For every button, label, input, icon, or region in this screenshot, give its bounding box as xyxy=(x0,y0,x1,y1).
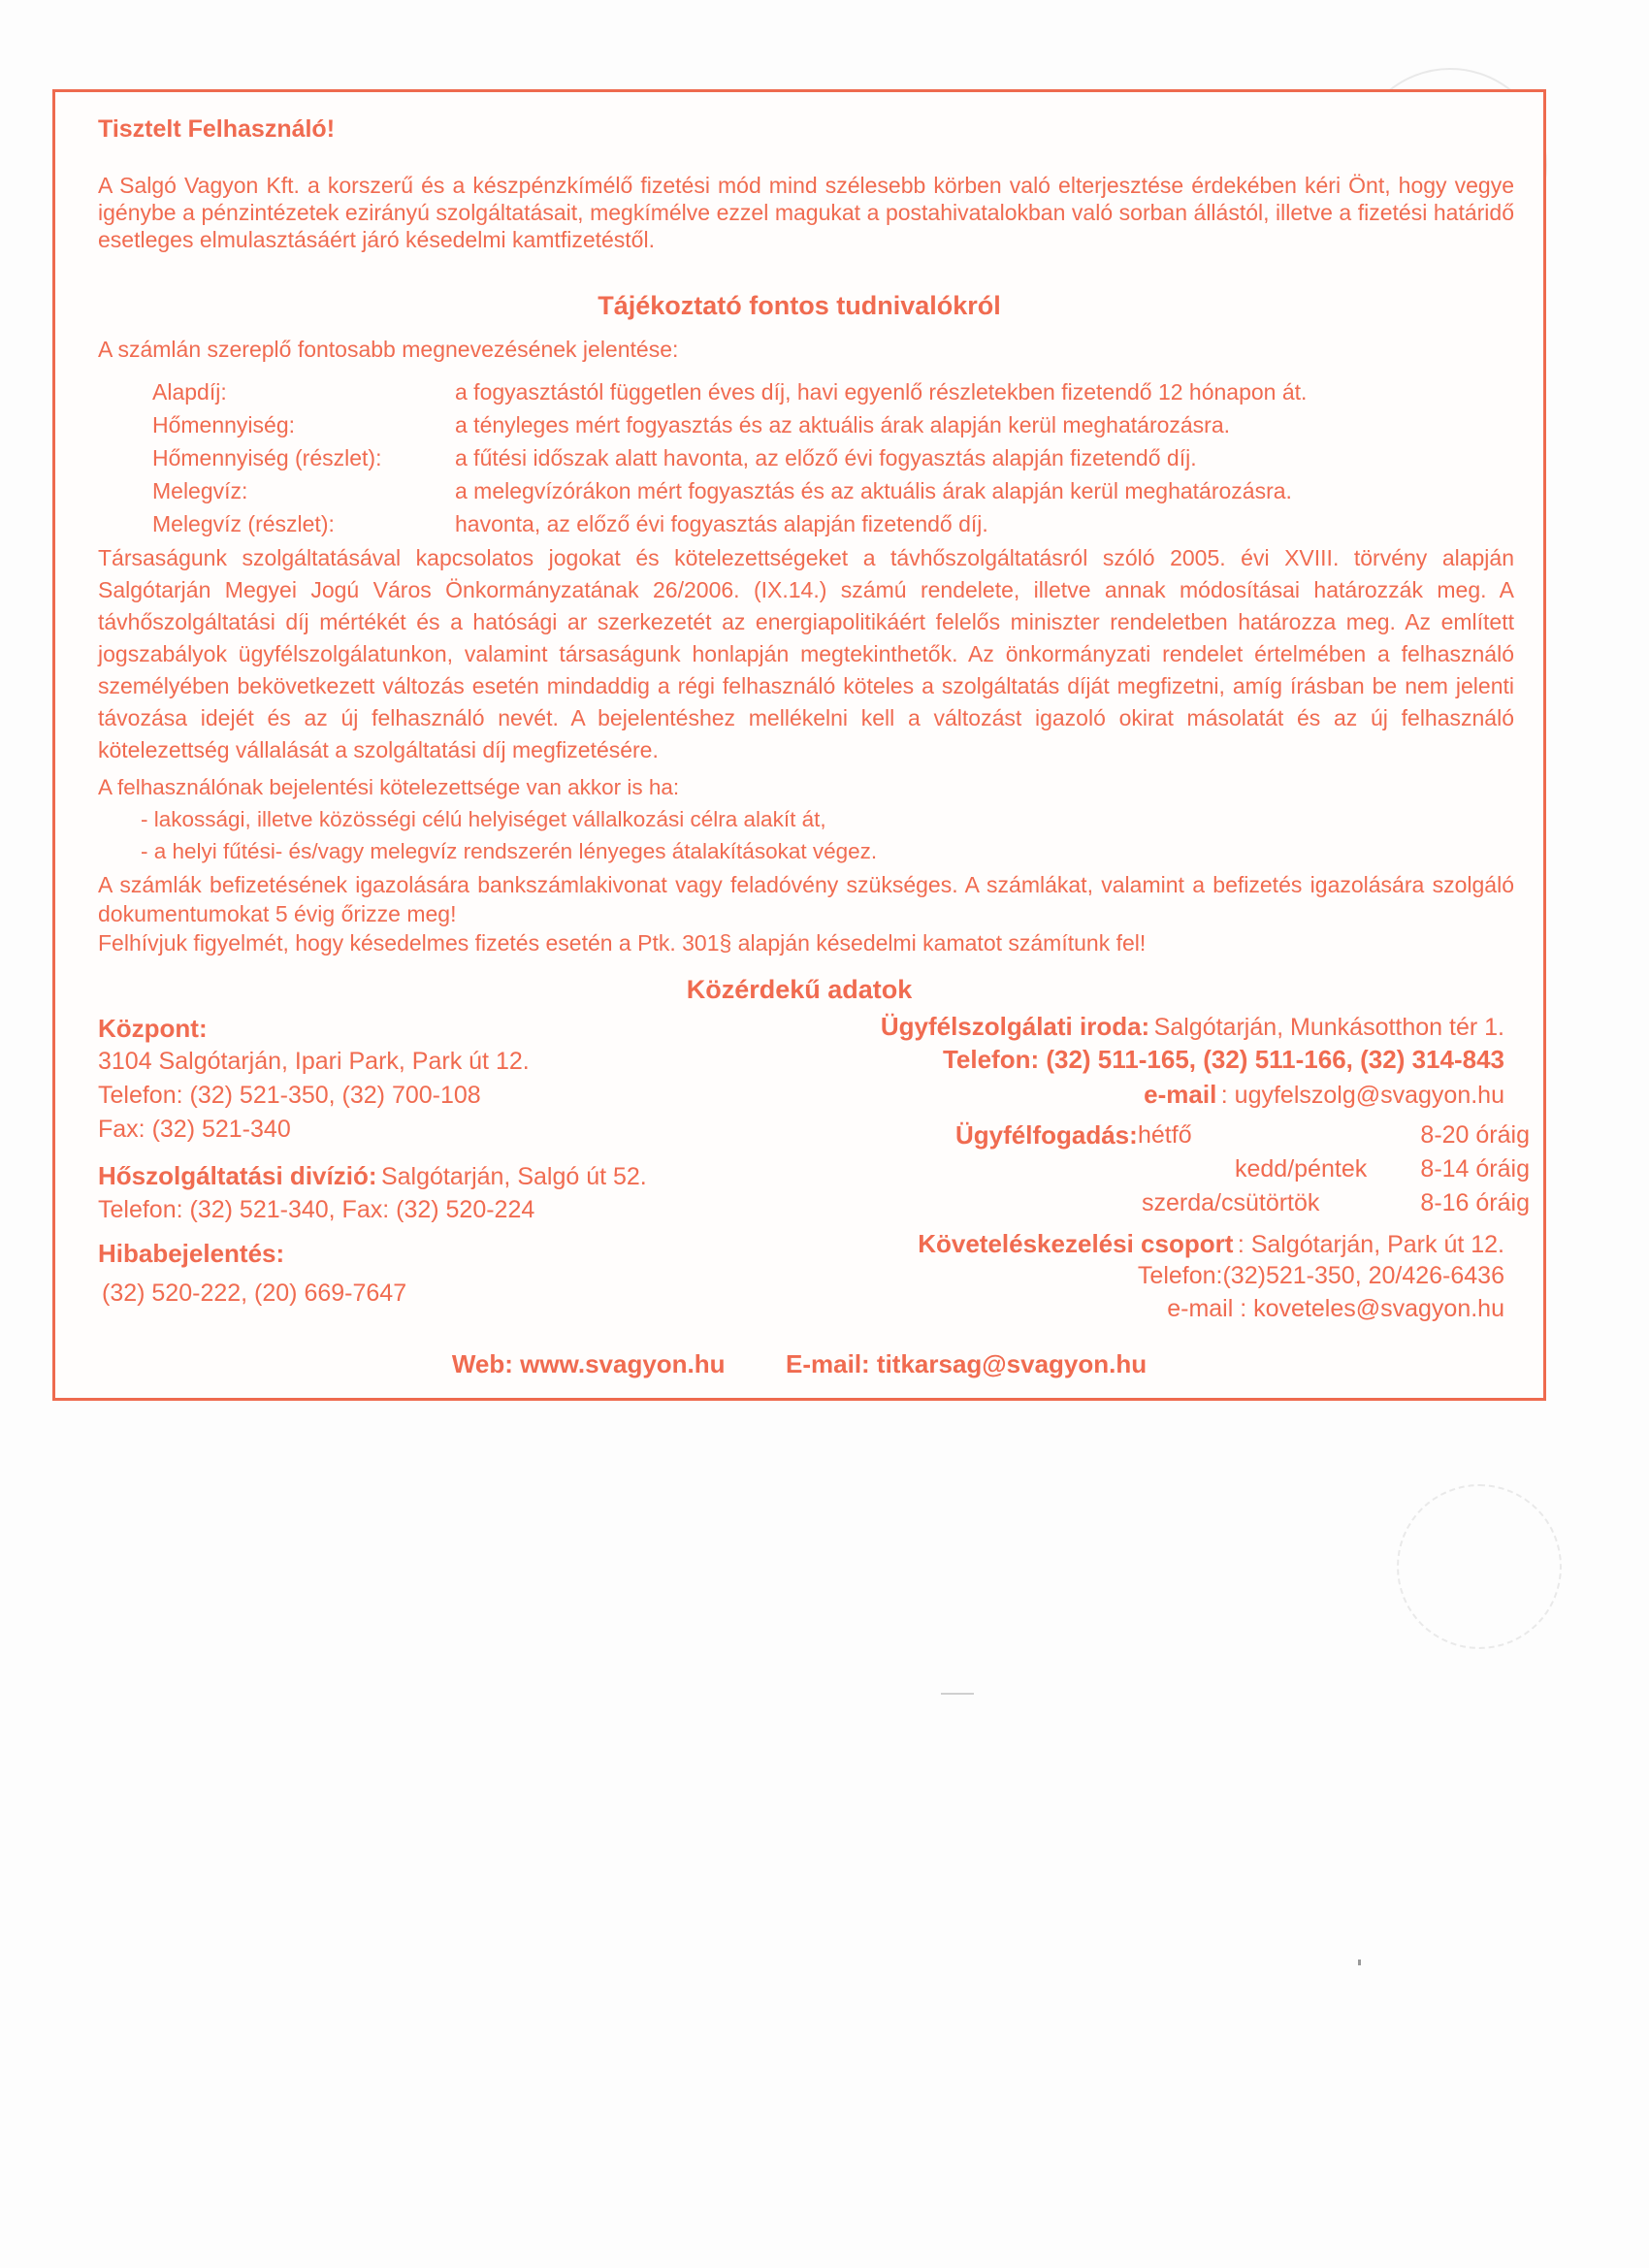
customer-office-address: Salgótarján, Munkásotthon tér 1. xyxy=(1153,1014,1504,1041)
obligation-item: - lakossági, illetve közösségi célú helyiséget vállalkozási célra alakít át, xyxy=(141,807,826,831)
central-label: Központ: xyxy=(98,1014,208,1043)
payment-proof-text: A számlák befizetésének igazolására bankszámlakivonat vagy feladóvény szükséges. A számlákat, valamint a befizetés igazolására szolgáló dokumentumokat 5 évig őrizze meg! xyxy=(98,872,1514,926)
terms-lead: A számlán szereplő fontosabb megnevezésének jelentése: xyxy=(98,337,679,362)
payment-notes xyxy=(98,870,1514,957)
term-row xyxy=(152,375,1530,408)
term-name: Alapdíj: xyxy=(152,379,227,405)
public-data-title: Közérdekű adatok xyxy=(686,975,913,1004)
central-fax: Fax: (32) 521-340 xyxy=(98,1116,291,1143)
heat-division-line xyxy=(98,1161,647,1191)
terms-list xyxy=(152,375,1530,540)
late-payment-text: Felhívjuk figyelmét, hogy késedelmes fizetés esetén a Ptk. 301§ alapján késedelmi kamatot számítunk fel! xyxy=(98,930,1147,956)
obligations-lead: A felhasználónak bejelentési kötelezettsége van akkor is ha: xyxy=(98,775,680,799)
bleed-through-stamp xyxy=(1397,1484,1562,1649)
customer-office-email-label: e-mail xyxy=(1144,1080,1217,1109)
term-row xyxy=(152,507,1530,540)
term-definition: havonta, az előző évi fogyasztás alapján fizetendő díj. xyxy=(455,511,988,536)
obligation-item: - a helyi fűtési- és/vagy melegvíz rendszerén lényeges átalakításokat végez. xyxy=(141,839,878,863)
website-link[interactable]: Web: www.svagyon.hu xyxy=(451,1349,726,1378)
fault-label: Hibabejelentés: xyxy=(98,1239,285,1268)
term-row xyxy=(152,441,1530,474)
email-link[interactable]: E-mail: titkarsag@svagyon.hu xyxy=(786,1349,1148,1378)
debt-group-label: Követeléskezelési csoport xyxy=(918,1229,1234,1258)
hours-time: 8-14 óráig xyxy=(1420,1155,1530,1183)
term-definition: a melegvízórákon mért fogyasztás és az aktuális árak alapján kerül meghatározásra. xyxy=(455,478,1292,503)
term-name: Hőmennyiség: xyxy=(152,412,296,437)
term-definition: a tényleges mért fogyasztás és az aktuális árak alapján kerül meghatározásra. xyxy=(455,412,1231,437)
term-definition: a fűtési időszak alatt havonta, az előző évi fogyasztás alapján fizetendő díj. xyxy=(455,445,1197,470)
term-definition: a fogyasztástól független éves díj, havi egyenlő részletekben fizetendő 12 hónapon át. xyxy=(455,379,1308,405)
notice-frame xyxy=(52,89,1546,1401)
hours-days: hétfő xyxy=(1138,1121,1192,1149)
hours-row xyxy=(1138,1152,1530,1186)
footer-web-email xyxy=(55,1349,1543,1379)
central-phone: Telefon: (32) 521-350, (32) 700-108 xyxy=(98,1082,481,1109)
scan-dot xyxy=(1358,1960,1361,1965)
hours-days: szerda/csütörtök xyxy=(1142,1189,1320,1216)
debt-group-phones: Telefon:(32)521-350, 20/426-6436 xyxy=(1137,1262,1504,1289)
info-title: Tájékoztató fontos tudnivalókról xyxy=(598,291,1001,320)
customer-office-line xyxy=(881,1012,1504,1042)
hours-row xyxy=(1138,1186,1530,1220)
heat-division-address: Salgótarján, Salgó út 52. xyxy=(380,1163,647,1190)
heat-division-contact: Telefon: (32) 521-340, Fax: (32) 520-224 xyxy=(98,1196,535,1223)
legal-paragraph: Társaságunk szolgáltatásával kapcsolatos jogokat és kötelezettségeket a távhőszolgáltatásról szóló 2005. évi XVIII. törvény alapján Salgótarján Megyei Jogú Város Önkormányzatának 26/2006. (IX.14.) számú rendelete, illetve annak módosításai határozzák meg. A távhőszolgáltatási díj mértékét és a hatósági ar szerkezetét az energiapolitikáért felelős miniszter rendeletben határozza meg. Az említett jogszabályok ügyfélszolgálatunkon, valamint társaságunk honlapján megtekinthetők. Az önkormányzati rendelet értelmében a felhasználó személyében bekövetkezett változás esetén mindaddig a régi felhasználó köteles a szolgáltatás díját megfizetni, amíg írásban be nem jelenti távozása idejét és az új felhasználó nevét. A bejelentéshez mellékelni kell a változást igazoló okirat másolatát és az új felhasználó kötelezettség vállalását a szolgáltatási díj megfizetésére. xyxy=(98,545,1514,762)
term-name: Melegvíz (részlet): xyxy=(152,511,335,536)
customer-office-phones: Telefon: (32) 511-165, (32) 511-166, (32) 314-843 xyxy=(942,1045,1504,1074)
hours-row xyxy=(1138,1118,1530,1152)
central-address: 3104 Salgótarján, Ipari Park, Park út 12. xyxy=(98,1048,530,1075)
term-name: Melegvíz: xyxy=(152,478,248,503)
customer-office-email-line xyxy=(1144,1080,1504,1110)
term-row xyxy=(152,474,1530,507)
obligations-block xyxy=(98,771,1514,867)
scan-dash xyxy=(941,1693,974,1695)
hours-days: kedd/péntek xyxy=(1235,1155,1368,1183)
greeting: Tisztelt Felhasználó! xyxy=(98,115,336,143)
debt-group-address: : Salgótarján, Park út 12. xyxy=(1237,1231,1504,1258)
term-name: Hőmennyiség (részlet): xyxy=(152,445,382,470)
reception-label: Ügyfélfogadás: xyxy=(955,1120,1138,1150)
customer-office-label: Ügyfélszolgálati iroda: xyxy=(880,1012,1150,1041)
debt-group-line xyxy=(918,1229,1504,1259)
customer-office-email: : ugyfelszolg@svagyon.hu xyxy=(1220,1082,1504,1109)
heat-division-label: Hőszolgáltatási divízió: xyxy=(98,1161,377,1190)
hours-time: 8-16 óráig xyxy=(1420,1189,1530,1216)
debt-group-email: e-mail : koveteles@svagyon.hu xyxy=(1167,1295,1504,1322)
fault-phones: (32) 520-222, (20) 669-7647 xyxy=(102,1280,407,1307)
term-row xyxy=(152,408,1530,441)
hours-time: 8-20 óráig xyxy=(1420,1121,1530,1149)
intro-paragraph: A Salgó Vagyon Kft. a korszerű és a készpénzkímélő fizetési mód mind szélesebb körben való elterjesztése érdekében kéri Önt, hogy vegye igénybe a pénzintézetek ezirányú szolgáltatásait, megkímélve ezzel magukat a postahivatalokban való sorban állástól, illetve a fizetési határidő esetleges elmulasztásáért járó késedelmi kamtfizetéstől. xyxy=(98,173,1514,252)
reception-hours xyxy=(1138,1118,1530,1220)
